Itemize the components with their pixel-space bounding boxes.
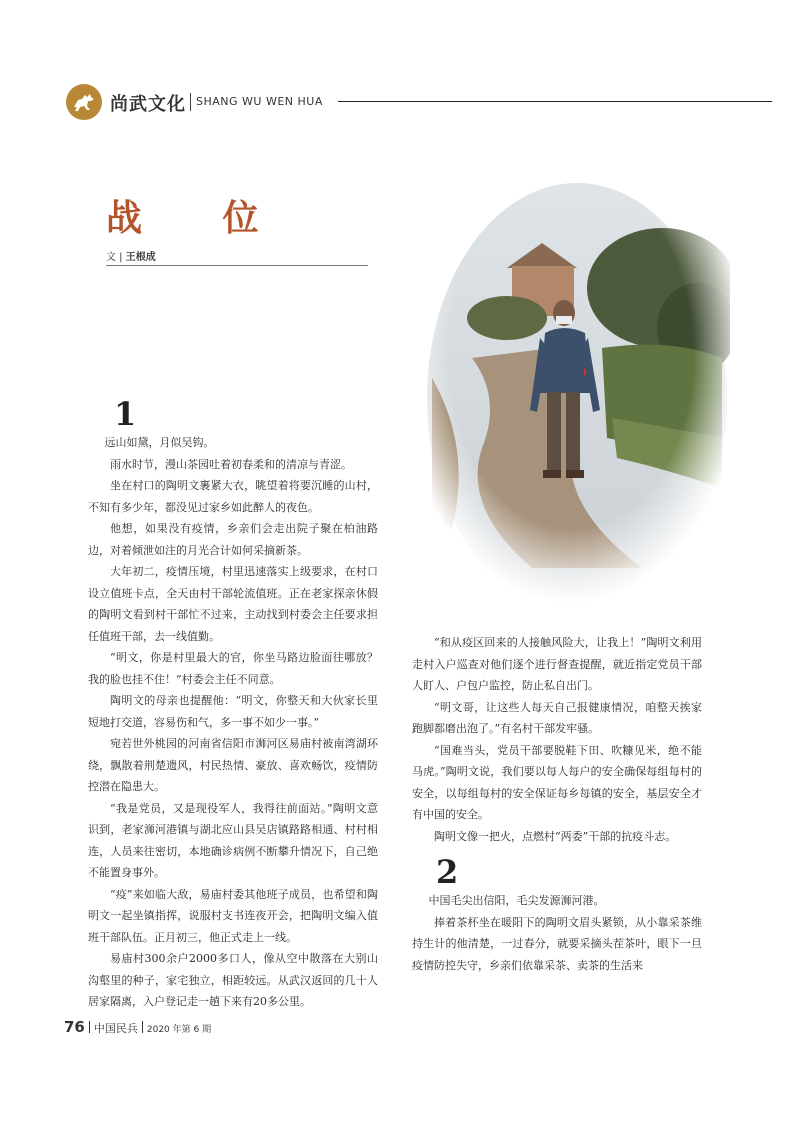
right-column-top — [412, 632, 702, 847]
paragraph: “和从疫区回来的人接触风险大，让我上！”陶明文利用走村入户巡查对他们逐个进行督查提醒，就近指定党员干部人盯人、户包户监控，防止私自出门。 — [412, 636, 702, 692]
byline — [106, 248, 156, 263]
photo-illustration — [412, 148, 730, 603]
page-footer — [64, 1017, 211, 1036]
paragraph: 大年初二，疫情压境，村里迅速落实上级要求，在村口设立值班卡点，全天由村干部轮流值班。正在老家探亲休假的陶明文看到村干部忙不过来，主动找到村委会主任要求担任值班干部，去一线值勤。 — [88, 565, 378, 643]
section-header — [66, 84, 772, 120]
paragraph: 他想，如果没有疫情，乡亲们会走出院子聚在柏油路边，对着倾泄如注的月光合计如何采摘新茶。 — [88, 522, 378, 557]
footer-separator — [142, 1021, 143, 1033]
paragraph: “明文哥，让这些人每天自己报健康情况，咱整天挨家跑脚都磨出泡了。”有名村干部发牢骚。 — [412, 700, 702, 735]
paragraph: 陶明文的母亲也提醒他：“明文，你整天和大伙家长里短地打交道，容易伤和气，多一事不如少一事。” — [88, 694, 378, 729]
author-name: 王根成 — [125, 252, 156, 263]
paragraph: “疫”来如临大敌，易庙村委其他班子成员，也希望和陶明文一起坐镇指挥，说服村支书连夜开会，把陶明文编入值班干部队伍。正月初三，他正式走上一线。 — [88, 887, 378, 944]
paragraph: “我是党员，又是现役军人，我得往前面站。”陶明文意识到，老家浉河港镇与湖北应山县吴店镇路路相通、村村相连，人员来往密切，本地确诊病例不断攀升情况下，自己绝不能置身事外。 — [88, 801, 378, 879]
header-separator — [190, 93, 191, 111]
paragraph: 坐在村口的陶明文裹紧大衣，眺望着将要沉睡的山村，不知有多少年，都没见过家乡如此醉人的夜色。 — [88, 479, 378, 514]
issue-label: 2020 年第 6 期 — [146, 1025, 212, 1035]
byline-rule — [106, 265, 368, 266]
paragraph: 陶明文像一把火，点燃村“两委”干部的抗疫斗志。 — [434, 829, 677, 843]
header-rule — [338, 101, 772, 102]
footer-separator — [89, 1021, 90, 1033]
article-title: 战 位 — [106, 197, 293, 239]
paragraph: 中国毛尖出信阳，毛尖发源浉河港。 — [428, 894, 605, 907]
paragraph: 远山如黛，月似吴钩。 — [104, 436, 215, 449]
section-number-2: 2 — [436, 853, 459, 891]
paragraph: “明文，你是村里最大的官，你坐马路边脸面往哪放？我的脸也挂不住！”村委会主任不同意。 — [88, 651, 378, 686]
section-title: 尚武文化 — [110, 94, 186, 115]
magazine-name: 中国民兵 — [93, 1022, 138, 1035]
right-column-bottom — [412, 890, 702, 976]
page-number: 76 — [64, 1018, 85, 1036]
paragraph: 雨水时节，漫山茶园吐着初春柔和的清凉与青涩。 — [110, 457, 352, 471]
section-pinyin: SHANG WU WEN HUA — [196, 95, 323, 108]
paragraph: 宛若世外桃园的河南省信阳市浉河区易庙村被南湾湖环绕，飘散着荆楚遗风，村民热情、豪放、喜欢畅饮，疫情防控潜在隐患大。 — [88, 737, 378, 793]
paragraph: 捧着茶杯坐在暖阳下的陶明文眉头紧锁，从小靠采茶维持生计的他清楚，一过春分，就要采摘头茬茶叶，眼下一旦疫情防控失守，乡亲们依靠采茶、卖茶的生活来 — [412, 915, 702, 972]
paragraph: 易庙村300余户2000多口人，像从空中散落在大别山沟壑里的种子，家宅独立，相距较远。从武汉返回的几十人居家隔离，入户登记走一趟下来有20多公里。 — [88, 952, 378, 1008]
byline-prefix: 文 | — [106, 252, 123, 263]
section-number-1: 1 — [114, 395, 137, 433]
paragraph: “国难当头，党员干部要脱鞋下田、吹糠见米，绝不能马虎。”陶明文说，我们要以每人每户的安全确保每组每村的安全，以每组每村的安全保证每乡每镇的安全，基层安全才有中国的安全。 — [412, 743, 702, 821]
horse-icon — [71, 91, 97, 113]
section-logo-icon — [66, 84, 102, 120]
article-photo — [412, 148, 730, 603]
left-column — [88, 432, 378, 1013]
